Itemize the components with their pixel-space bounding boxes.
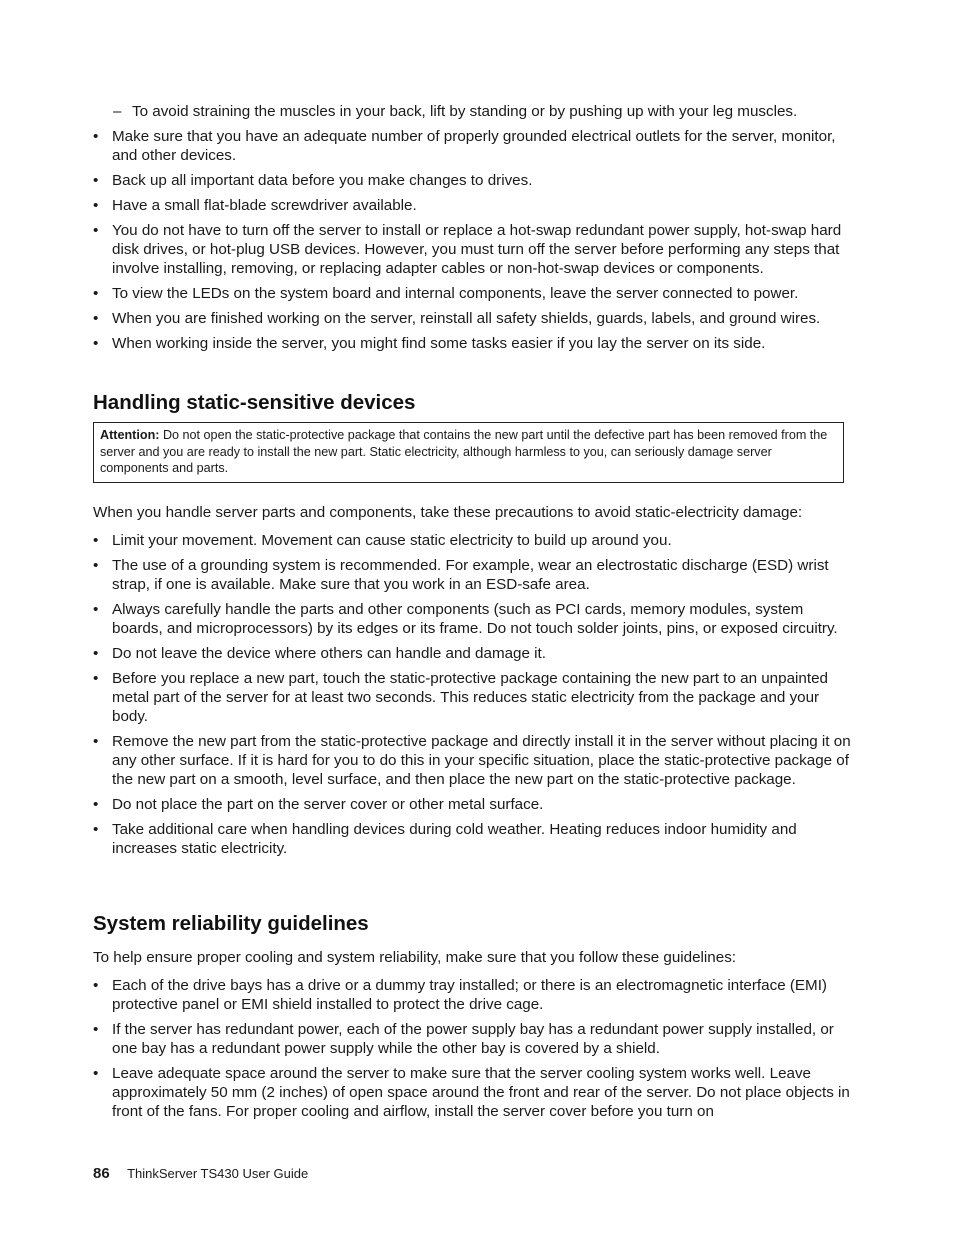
- list-item: [93, 221, 853, 278]
- list-item-text: Always carefully handle the parts and other components (such as PCI cards, memory modules, system boards, and microprocessors) by its edges or its frame. Do not touch solder joints, pins, or exposed circuitry.: [112, 601, 838, 637]
- list-item: [93, 600, 853, 638]
- list-item-text: Leave adequate space around the server to make sure that the server cooling system works well. Leave approximately 50 mm (2 inches) of open space around the front and rear of the server. Do not place objects in front of the fans. For proper cooling and airflow, install the server cover before you turn on: [112, 1065, 850, 1120]
- bullet-marker: •: [93, 796, 99, 813]
- bullet-marker: •: [93, 1065, 99, 1082]
- list-item-text: To view the LEDs on the system board and internal components, leave the server connected to power.: [112, 285, 799, 302]
- bullet-marker: •: [93, 222, 99, 239]
- list-item-text: Back up all important data before you make changes to drives.: [112, 172, 533, 189]
- list-item: [93, 196, 853, 215]
- static-precautions-list: [93, 531, 853, 864]
- bullet-marker: •: [93, 821, 99, 838]
- list-item: [93, 795, 853, 814]
- list-item: [93, 820, 853, 858]
- list-item: [93, 531, 853, 550]
- bullet-marker: •: [93, 977, 99, 994]
- list-item-text: Before you replace a new part, touch the static-protective package containing the new part to an unpainted metal part of the server for at least two seconds. This reduces static electricity from the package and your body.: [112, 670, 828, 725]
- bullet-marker: •: [93, 532, 99, 549]
- bullet-marker: •: [93, 285, 99, 302]
- bullet-marker: •: [93, 310, 99, 327]
- bullet-marker: •: [93, 128, 99, 145]
- bullet-marker: •: [93, 1021, 99, 1038]
- list-item-text: Take additional care when handling devices during cold weather. Heating reduces indoor humidity and increases static electricity.: [112, 821, 797, 857]
- list-item-text: Do not place the part on the server cover or other metal surface.: [112, 796, 544, 813]
- reliability-intro-paragraph: To help ensure proper cooling and system reliability, make sure that you follow these guidelines:: [93, 949, 737, 966]
- list-item: [93, 669, 853, 726]
- dash-item-text: To avoid straining the muscles in your back, lift by standing or by pushing up with your leg muscles.: [132, 103, 798, 120]
- list-item-text: Make sure that you have an adequate number of properly grounded electrical outlets for the server, monitor, and other devices.: [112, 128, 836, 164]
- list-item: [93, 284, 853, 303]
- attention-box: [93, 422, 844, 483]
- list-item: [93, 1064, 853, 1121]
- list-item-text: Have a small flat-blade screwdriver available.: [112, 197, 417, 214]
- static-intro-paragraph: When you handle server parts and components, take these precautions to avoid static-electricity damage:: [93, 504, 803, 521]
- list-item-text: Remove the new part from the static-protective package and directly install it in the server without placing it on any other surface. If it is hard for you to do this in your specific situation, place the static-protective package of the new part on a smooth, level surface, and then place the new part on the static-protective package.: [112, 733, 851, 788]
- list-item-text: When you are finished working on the server, reinstall all safety shields, guards, labels, and ground wires.: [112, 310, 821, 327]
- list-item-text: Do not leave the device where others can handle and damage it.: [112, 645, 546, 662]
- list-item-text: The use of a grounding system is recommended. For example, wear an electrostatic discharge (ESD) wrist strap, if one is available. Make sure that you work in an ESD-safe area.: [112, 557, 829, 593]
- general-precautions-list: [93, 127, 853, 359]
- bullet-marker: •: [93, 335, 99, 352]
- list-item-text: You do not have to turn off the server to install or replace a hot-swap redundant power supply, hot-swap hard disk drives, or hot-plug USB devices. However, you must turn off the server before performing any steps that involve installing, removing, or replacing adapter cables or non-hot-swap devices or components.: [112, 222, 842, 277]
- attention-text: Do not open the static-protective package that contains the new part until the defective part has been removed from the server and you are ready to install the new part. Static electricity, although harmless to you, can seriously damage server components and parts.: [100, 428, 828, 476]
- page-number: 86: [93, 1165, 110, 1182]
- list-item: [93, 171, 853, 190]
- list-item-text: If the server has redundant power, each of the power supply bay has a redundant power supply installed, or one bay has a redundant power supply while the other bay is covered by a shield.: [112, 1021, 834, 1057]
- list-item: [93, 976, 853, 1014]
- list-item: [93, 1020, 853, 1058]
- dash-marker: –: [113, 103, 122, 120]
- list-item: [93, 127, 853, 165]
- bullet-marker: •: [93, 670, 99, 687]
- list-item: [93, 309, 853, 328]
- bullet-marker: •: [93, 197, 99, 214]
- dash-item: [113, 102, 853, 121]
- attention-label: Attention:: [100, 428, 160, 442]
- section-heading-reliability: System reliability guidelines: [93, 912, 369, 935]
- section-heading-static: Handling static-sensitive devices: [93, 391, 416, 414]
- bullet-marker: •: [93, 733, 99, 750]
- list-item: [93, 644, 853, 663]
- bullet-marker: •: [93, 557, 99, 574]
- list-item-text: When working inside the server, you might find some tasks easier if you lay the server on its side.: [112, 335, 766, 352]
- list-item: [93, 556, 853, 594]
- list-item-text: Each of the drive bays has a drive or a dummy tray installed; or there is an electromagnetic interface (EMI) protective panel or EMI shield installed to protect the drive cage.: [112, 977, 827, 1013]
- document-title: ThinkServer TS430 User Guide: [127, 1166, 309, 1181]
- bullet-marker: •: [93, 172, 99, 189]
- list-item-text: Limit your movement. Movement can cause static electricity to build up around you.: [112, 532, 672, 549]
- bullet-marker: •: [93, 645, 99, 662]
- bullet-marker: •: [93, 601, 99, 618]
- reliability-guidelines-list: [93, 976, 853, 1127]
- list-item: [93, 334, 853, 353]
- page-footer: [93, 1165, 308, 1182]
- list-item: [93, 732, 853, 789]
